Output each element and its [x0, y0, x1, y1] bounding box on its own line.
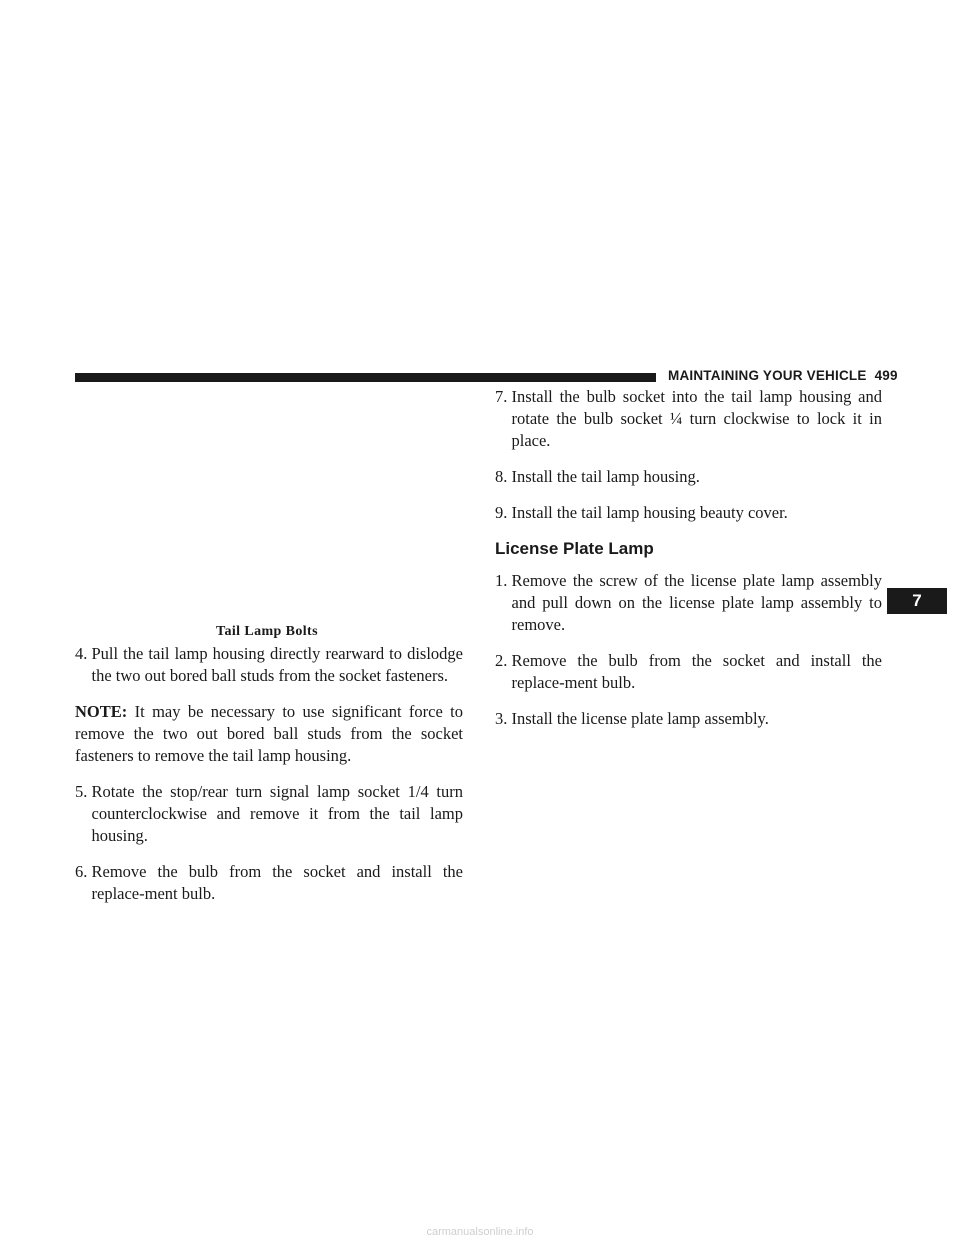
- running-header: [668, 368, 898, 383]
- right-column: [495, 386, 882, 744]
- step-text: Remove the screw of the license plate lamp assembly and pull down on the license plate lamp assembly to remove.: [511, 571, 882, 634]
- step-9: [495, 502, 882, 524]
- license-step-1: [495, 570, 882, 636]
- left-column: [75, 643, 463, 919]
- step-text: Install the bulb socket into the tail lamp housing and rotate the bulb socket ¼ turn clockwise to lock it in place.: [511, 387, 882, 450]
- note-paragraph: [75, 701, 463, 767]
- step-8: [495, 466, 882, 488]
- step-7: [495, 386, 882, 452]
- note-text: It may be necessary to use significant force to remove the two out bored ball studs from the socket fasteners to remove the tail lamp housing.: [75, 702, 463, 765]
- step-text: Install the tail lamp housing.: [511, 467, 700, 486]
- chapter-tab: 7: [887, 588, 947, 614]
- step-number: 1.: [495, 571, 512, 590]
- section-heading-license-plate-lamp: License Plate Lamp: [495, 539, 654, 558]
- step-number: 4.: [75, 644, 92, 663]
- step-number: 2.: [495, 651, 512, 670]
- step-text: Rotate the stop/rear turn signal lamp socket 1/4 turn counterclockwise and remove it from the tail lamp housing.: [91, 782, 463, 845]
- figure-caption: Tail Lamp Bolts: [216, 624, 318, 639]
- license-step-2: [495, 650, 882, 694]
- step-number: 9.: [495, 503, 512, 522]
- step-number: 5.: [75, 782, 92, 801]
- page-number: 499: [874, 368, 898, 383]
- step-text: Install the license plate lamp assembly.: [511, 709, 769, 728]
- step-text: Pull the tail lamp housing directly rearward to dislodge the two out bored ball studs from the socket fasteners.: [91, 644, 463, 685]
- note-label: NOTE:: [75, 702, 128, 721]
- header-rule: [75, 373, 656, 382]
- step-text: Remove the bulb from the socket and install the replace-ment bulb.: [511, 651, 882, 692]
- step-5: [75, 781, 463, 847]
- section-header-title: MAINTAINING YOUR VEHICLE: [668, 368, 867, 383]
- step-number: 7.: [495, 387, 512, 406]
- step-4: [75, 643, 463, 687]
- step-text: Remove the bulb from the socket and install the replace-ment bulb.: [91, 862, 463, 903]
- step-number: 8.: [495, 467, 512, 486]
- step-text: Install the tail lamp housing beauty cover.: [511, 503, 788, 522]
- footer-watermark: carmanualsonline.info: [426, 1226, 534, 1238]
- step-number: 3.: [495, 709, 512, 728]
- license-step-3: [495, 708, 882, 730]
- step-6: [75, 861, 463, 905]
- step-number: 6.: [75, 862, 92, 881]
